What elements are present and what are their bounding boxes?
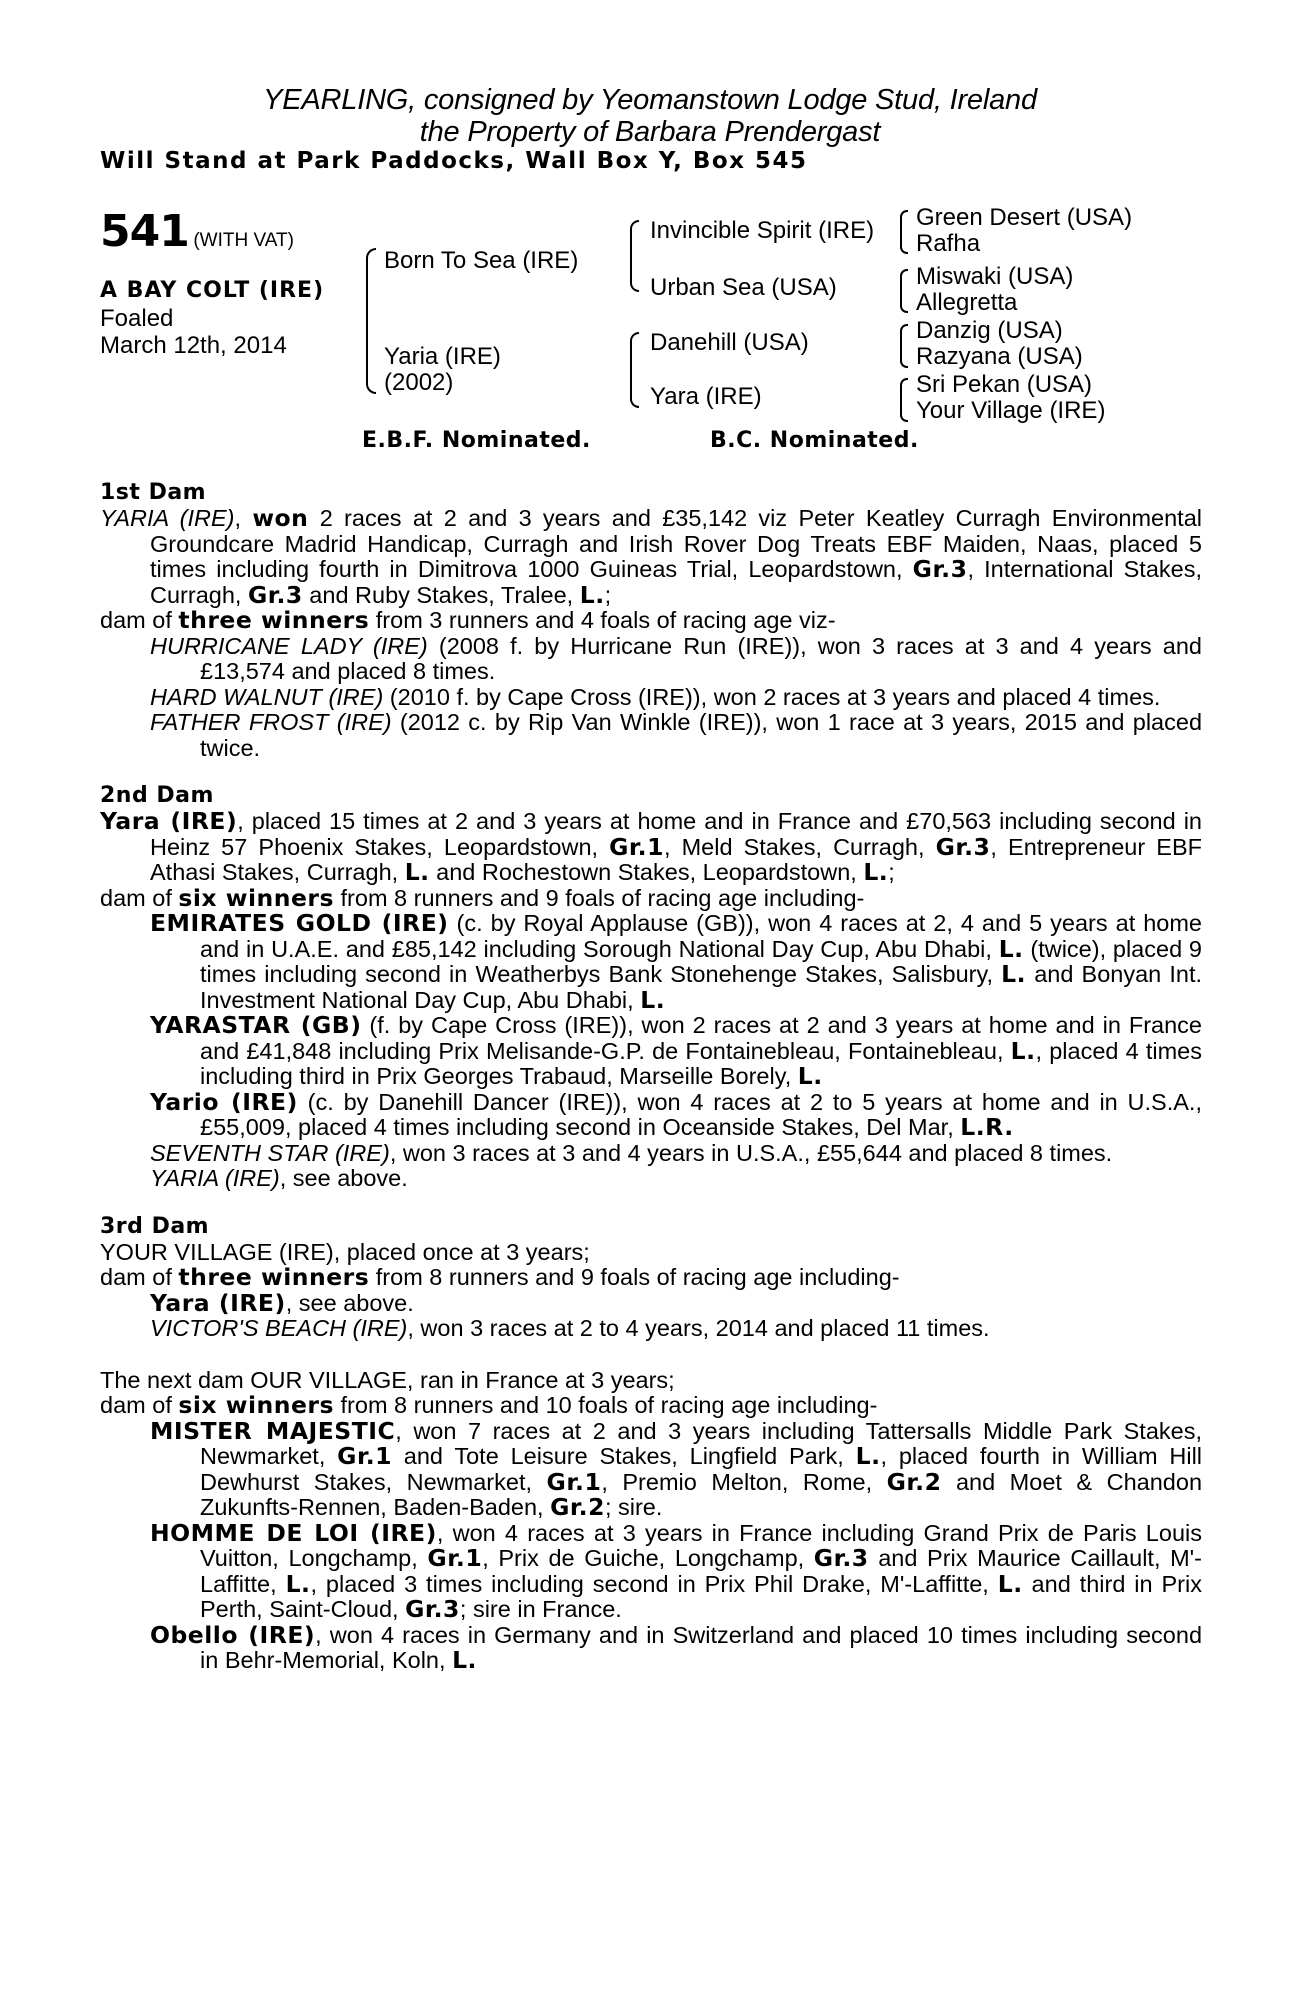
progeny-entry: [100, 1620, 1203, 1674]
listed-label: L.: [998, 934, 1024, 963]
next-dam-section: [100, 1368, 1202, 1674]
progeny-name: EMIRATES GOLD (IRE): [150, 909, 449, 937]
text: ; sire in France.: [459, 1596, 622, 1622]
grade-label: Gr.3: [405, 1595, 460, 1623]
third-dam-title: 3rd Dam: [100, 1213, 210, 1239]
pedigree-g3: Miswaki (USA): [916, 263, 1074, 290]
winners-count: six winners: [178, 883, 334, 912]
listed-label: L.: [452, 1646, 477, 1674]
bc-nominated: B.C. Nominated.: [710, 428, 919, 453]
pedigree-dam: Yaria (IRE): [384, 343, 501, 370]
winners-count: three winners: [178, 606, 370, 634]
progeny-entry: [100, 1518, 1202, 1623]
second-dam-title: 2nd Dam: [100, 783, 214, 808]
text: (f. by Cape Cross (IRE)), won 2 races at 2 and 3 years at home and in France and £41,848 including Prix Melisande-G.P. de Fontainebleau, Fontainebleau,: [200, 1012, 1203, 1064]
grade-label: Gr.2: [886, 1467, 942, 1496]
text: , Meld Stakes, Curragh,: [663, 833, 936, 860]
next-dam-produce-summary: [100, 1393, 1202, 1419]
text: (2010 f. by Cape Cross (IRE)), won 2 races at 3 years and placed 4 times.: [383, 683, 1161, 710]
g-brace-2: [900, 269, 908, 313]
g-brace-3: [900, 324, 908, 368]
listed-label: L.: [855, 1442, 881, 1470]
text: (2008 f. by Hurricane Run (IRE)), won 3 races at 3 and 4 years and £13,574 and placed 8 times.: [200, 632, 1202, 684]
progeny-entry: [100, 1166, 1202, 1192]
pedigree-dam-sire: Danehill (USA): [650, 329, 809, 356]
pedigree-g6: Razyana (USA): [916, 343, 1083, 370]
text: and Prix Maurice Caillault, M'-Laffitte,: [200, 1545, 1202, 1597]
progeny-name: HOMME DE LOI (IRE): [150, 1518, 437, 1547]
text: dam of: [100, 1264, 179, 1290]
grade-label: Gr.1: [427, 1544, 483, 1572]
pedigree-g1: Green Desert (USA): [916, 204, 1133, 231]
progeny-entry: [100, 685, 1202, 711]
text: , placed fourth in William Hill Dewhurst Stakes, Newmarket,: [200, 1443, 1203, 1495]
text: (c. by Danehill Dancer (IRE)), won 4 races at 2 to 5 years at home and in U.S.A., £55,009, placed 4 times including second in Oceanside Stakes, Del Mar,: [200, 1088, 1202, 1140]
sire-parents-brace: [630, 220, 639, 292]
listed-label: L.: [863, 858, 889, 886]
listed-label: L.: [997, 1569, 1023, 1598]
grade-label: Gr.1: [609, 832, 664, 861]
progeny-name: HURRICANE LADY (IRE): [150, 632, 428, 659]
text: , see above.: [279, 1165, 408, 1191]
grade-label: Gr.3: [247, 580, 303, 609]
second-dam-produce-summary: [100, 883, 1202, 912]
pedigree-sire-sire: Invincible Spirit (IRE): [650, 217, 875, 244]
text: (twice), placed 9 times including second in Weatherbys Bank Stonehenge Stakes, Salisbury,: [200, 935, 1202, 987]
pedigree-sire: Born To Sea (IRE): [384, 247, 579, 274]
third-dam-section: [100, 1214, 1202, 1342]
third-dam-record: YOUR VILLAGE (IRE), placed once at 3 years;: [100, 1238, 590, 1265]
first-dam-record: [100, 506, 1202, 608]
text: , won 7 races at 2 and 3 years including Tattersalls Middle Park Stakes, Newmarket,: [200, 1417, 1202, 1469]
progeny-entry: [100, 1288, 1202, 1317]
text: and Bonyan Int. Investment National Day Cup, Abu Dhabi,: [200, 961, 1203, 1013]
g-brace-4: [900, 378, 908, 422]
progeny-name: Yara (IRE): [150, 1288, 286, 1317]
listed-label: L.: [797, 1062, 823, 1090]
grade-label: Gr.2: [550, 1493, 605, 1521]
text: and Moet & Chandon Zukunfts-Rennen, Baden-Baden,: [200, 1468, 1203, 1520]
progeny-name: FATHER FROST (IRE): [150, 709, 392, 735]
progeny-entry: [100, 1141, 1202, 1167]
header-line-2: the Property of Barbara Prendergast: [419, 116, 881, 148]
catalogue-body: [100, 480, 1202, 1674]
won-label: won: [252, 504, 309, 532]
lot-vat: (WITH VAT): [193, 230, 294, 251]
text: ;: [604, 581, 612, 608]
first-dam-name: YARIA (IRE): [100, 505, 235, 531]
pedigree-g5: Danzig (USA): [916, 317, 1063, 344]
second-dam-name: Yara (IRE): [100, 807, 238, 835]
text: and Ruby Stakes, Tralee,: [302, 581, 580, 608]
text: dam of: [100, 607, 179, 633]
pedigree-dam-dam: Yara (IRE): [650, 383, 762, 410]
text: , won 4 races in Germany and in Switzerland and placed 10 times including second in Behr-Memorial, Koln,: [200, 1621, 1203, 1673]
progeny-entry: [100, 911, 1202, 1013]
text: , won 3 races at 2 to 4 years, 2014 and placed 11 times.: [407, 1315, 990, 1341]
text: , placed 15 times at 2 and 3 years at home and in France and £70,563 including second in Heinz 57 Phoenix Stakes, Leopardstown,: [150, 808, 1203, 860]
text: ; sire.: [604, 1494, 663, 1520]
text: , Prix de Guiche, Longchamp,: [482, 1545, 814, 1571]
pedigree-g8: Your Village (IRE): [916, 397, 1106, 424]
progeny-entry: [100, 634, 1202, 685]
pedigree-g7: Sri Pekan (USA): [916, 371, 1093, 398]
text: and Rochestown Stakes, Leopardstown,: [429, 859, 864, 885]
first-dam-section: [100, 480, 1202, 761]
text: from 8 runners and 10 foals of racing age including-: [334, 1392, 878, 1418]
text: , won 4 races at 3 years in France including Grand Prix de Paris Louis Vuitton, Longchamp,: [200, 1519, 1202, 1571]
progeny-name: Obello (IRE): [150, 1620, 316, 1649]
text: , placed 4 times including third in Prix Georges Trabaud, Marseille Borely,: [200, 1037, 1202, 1089]
text: 2 races at 2 and 3 years and £35,142 viz Peter Keatley Curragh Environmental Groundcare Madrid Handicap, Curragh and Irish Rover Dog Treats EBF Maiden, Naas, placed 5 times including fourth in Dimitrova 1000 Guineas Trial, Leopardstown,: [150, 505, 1202, 582]
grade-label: Gr.1: [546, 1467, 602, 1496]
progeny-entry: [100, 1316, 1202, 1342]
listed-label: L.: [1010, 1036, 1036, 1065]
lot-number-block: [100, 206, 294, 257]
listed-label: L.: [285, 1569, 311, 1598]
pedigree-sire-dam: Urban Sea (USA): [650, 274, 837, 301]
text: , see above.: [285, 1289, 414, 1316]
progeny-name: SEVENTH STAR (IRE): [150, 1139, 390, 1166]
progeny-name: Yario (IRE): [150, 1087, 298, 1116]
text: , Premio Melton, Rome,: [601, 1468, 887, 1495]
text: , International Stakes, Curragh,: [150, 556, 1202, 608]
winners-count: six winners: [178, 1391, 334, 1419]
grade-label: Gr.3: [935, 832, 991, 861]
listed-label: L.: [640, 985, 666, 1014]
dam-parents-brace: [630, 332, 639, 408]
text: from 8 runners and 9 foals of racing age including-: [334, 884, 865, 911]
text: from 3 runners and 4 foals of racing age viz-: [369, 607, 836, 633]
progeny-name: MISTER MAJESTIC: [150, 1416, 396, 1445]
grade-label: Gr.1: [337, 1442, 392, 1470]
second-dam-section: [100, 783, 1202, 1192]
grade-label: Gr.3: [912, 555, 968, 583]
text: and Tote Leisure Stakes, Lingfield Park,: [391, 1443, 856, 1469]
sire-dam-brace: [366, 248, 376, 394]
listed-label: L.: [579, 580, 605, 609]
listed-label: L.: [1001, 960, 1027, 988]
text: , won 3 races at 3 and 4 years in U.S.A., £55,644 and placed 8 times.: [389, 1139, 1113, 1166]
text: (c. by Royal Applause (GB)), won 4 races at 2, 4 and 5 years at home and in U.A.E. and £85,142 including Sorough National Day Cup, Abu Dhabi,: [200, 910, 1202, 962]
header-line-1: YEARLING, consigned by Yeomanstown Lodge Stud, Ireland: [263, 84, 1037, 116]
text: dam of: [100, 1392, 179, 1418]
progeny-name: YARIA (IRE): [150, 1165, 280, 1191]
progeny-name: YARASTAR (GB): [150, 1011, 362, 1039]
third-dam-produce-summary: [100, 1265, 1202, 1291]
g-brace-1: [900, 210, 908, 254]
text: (2012 c. by Rip Van Winkle (IRE)), won 1 race at 3 years, 2015 and placed twice.: [200, 709, 1203, 761]
text: dam of: [100, 884, 179, 911]
progeny-entry: [100, 1416, 1203, 1521]
pedigree-dam-year: (2002): [384, 369, 454, 396]
text: and third in Prix Perth, Saint-Cloud,: [200, 1570, 1202, 1622]
stand-location: Will Stand at Park Paddocks, Wall Box Y, Box 545: [100, 148, 808, 174]
winners-count: three winners: [178, 1263, 370, 1291]
progeny-entry: [100, 1087, 1202, 1141]
pedigree-g2: Rafha: [916, 230, 981, 257]
first-dam-title: 1st Dam: [100, 480, 207, 505]
lot-number: 541: [100, 206, 189, 257]
first-dam-produce-summary: [100, 608, 1202, 634]
text: ,: [234, 505, 253, 531]
text: ;: [888, 859, 895, 885]
next-dam-record: The next dam OUR VILLAGE, ran in France at 3 years;: [100, 1366, 675, 1393]
text: , placed 3 times including second in Prix Phil Drake, M'-Laffitte,: [310, 1570, 998, 1597]
pedigree-g4: Allegretta: [916, 289, 1018, 316]
text: from 8 runners and 9 foals of racing age including-: [369, 1264, 900, 1290]
listed-label: L.R.: [960, 1113, 1014, 1141]
ebf-nominated: E.B.F. Nominated.: [362, 428, 591, 453]
lot-title: A BAY COLT (IRE): [100, 278, 325, 303]
foaled-date: March 12th, 2014: [100, 332, 287, 359]
grade-label: Gr.3: [813, 1544, 869, 1572]
progeny-entry: [100, 1013, 1202, 1090]
foaled-label: Foaled: [100, 305, 174, 332]
second-dam-record: [100, 809, 1202, 886]
listed-label: L.: [404, 858, 430, 886]
progeny-name: VICTOR'S BEACH (IRE): [150, 1315, 408, 1341]
progeny-entry: [100, 710, 1202, 761]
text: , Entrepreneur EBF Athasi Stakes, Curragh,: [150, 833, 1202, 885]
progeny-name: HARD WALNUT (IRE): [150, 683, 384, 710]
